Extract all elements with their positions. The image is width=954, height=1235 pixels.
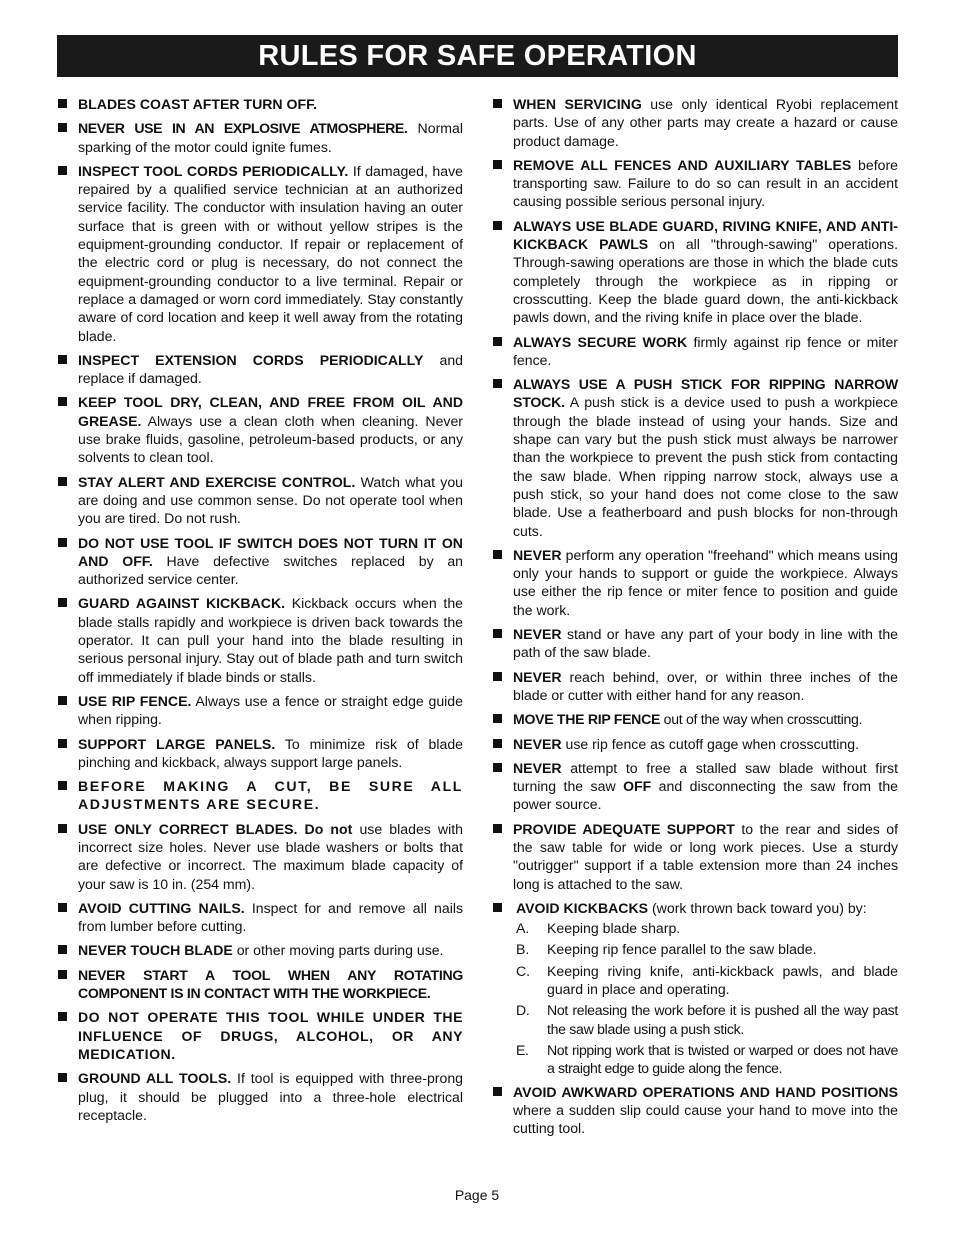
rule-text: attempt to free a stalled saw blade without first turning the saw [513,759,898,795]
rule-text: Normal sparking of the motor could ignite fumes. [78,120,463,155]
rule-heading: SUPPORT LARGE PANELS. [78,735,276,752]
rule-text: use only identical Ryobi replacement parts. Use of any other parts may create a hazard or cause product damage. [513,96,898,149]
kickback-subitem [492,1041,898,1078]
rule-text: use blades with incorrect size holes. Never use blade washers or bolts that are defective or incorrect. The maximum blade capacity of your saw is 10 in. (254 mm). [78,820,463,892]
rule-never-reach [492,668,898,705]
rule-heading: PROVIDE ADEQUATE SUPPORT [513,820,735,837]
kickback-subitem [492,1001,898,1038]
rule-use-rip-fence [57,692,463,729]
rule-heading: BEFORE MAKING A CUT, BE SURE ALL ADJUSTMENTS ARE SECURE. [78,778,463,813]
rule-avoid-kickbacks [492,899,898,917]
subitem-text: Keeping blade sharp. [547,920,681,937]
rule-blades-coast [57,95,463,113]
subitem-text: Keeping rip fence parallel to the saw blade. [547,941,817,958]
rule-switch [57,534,463,589]
right-column [492,95,898,1137]
rule-adequate-support [492,820,898,893]
rule-text: before transporting saw. Failure to do so can result in an accident causing possible serious personal injury. [513,156,899,210]
rule-heading: KEEP TOOL DRY, CLEAN, AND FREE FROM OIL AND GREASE. [78,394,463,429]
rule-heading: STAY ALERT AND EXERCISE CONTROL. [78,473,356,490]
rule-heading: DO NOT USE TOOL IF SWITCH DOES NOT TURN IT ON AND OFF. [78,534,463,569]
rule-heading: DO NOT OPERATE THIS TOOL WHILE UNDER THE INFLUENCE OF DRUGS, ALCOHOL, OR ANY MEDICATION. [78,1009,463,1062]
rule-text: (work thrown back toward you) by: [648,899,867,916]
subitem-letter: A. [516,920,530,937]
rule-text: out of the way when crosscutting. [660,711,863,728]
rule-stay-alert [57,473,463,528]
rule-guard-kickback [57,594,463,685]
rule-heading: AVOID AWKWARD OPERATIONS AND HAND POSITIONS [513,1083,898,1100]
rule-text: Always use a clean cloth when cleaning. Never use brake fluids, gasoline, petroleum-based products, or any solvents to clean tool. [78,412,463,466]
left-column [57,95,463,1124]
rule-heading: NEVER [513,546,562,563]
rule-text: Have defective switches replaced by an authorized service center. [78,552,463,588]
subitem-text: Not ripping work that is twisted or warped or does not have a straight edge to guide along the fence. [547,1041,898,1077]
rule-move-rip-fence [492,710,898,728]
rule-heading: USE ONLY CORRECT BLADES. Do not [78,820,353,837]
rule-heading: WHEN SERVICING [513,96,642,112]
rule-heading: NEVER [513,735,562,752]
rule-heading: ALWAYS SECURE WORK [513,333,688,350]
rule-never-freehand [492,546,898,619]
rule-heading: BLADES COAST AFTER TURN OFF. [78,96,318,112]
rule-inspect-tool-cords [57,162,463,345]
rule-text: and disconnecting the saw from the power source. [513,778,898,813]
rule-text: and replace if damaged. [78,351,463,387]
subitem-text: Not releasing the work before it is pushed all the way past the saw blade using a push stick. [547,1002,898,1037]
rule-heading: MOVE THE RIP FENCE [513,711,661,728]
rule-ground-tools [57,1069,463,1124]
rule-emphasis: OFF [623,778,652,795]
rule-heading: INSPECT TOOL CORDS PERIODICALLY. [78,162,349,179]
rule-heading: AVOID CUTTING NAILS. [78,899,245,916]
rule-text: to the rear and sides of the saw table for wide or long work pieces. Use a sturdy "outrigger" support if a table extension more than 24 inches long is attached to the saw. [513,820,898,892]
rule-heading: NEVER USE IN AN EXPLOSIVE ATMOSPHERE. [78,120,408,137]
rule-explosive-atmosphere [57,119,463,156]
rule-heading: NEVER [513,668,562,685]
page-title: RULES FOR SAFE OPERATION [57,35,898,77]
rule-heading: GROUND ALL TOOLS. [78,1070,232,1087]
rule-text: reach behind, over, or within three inches of the blade or cutter with either hand for any reason. [513,668,898,703]
rule-never-start-tool [57,966,463,1003]
rule-heading: GUARD AGAINST KICKBACK. [78,595,286,612]
rule-text: To minimize risk of blade pinching and kickback, always support large panels. [78,735,464,770]
rule-heading: AVOID KICKBACKS [516,899,649,916]
rule-heading: NEVER [513,759,562,776]
rule-text: perform any operation "freehand" which means using only your hands to support or guide the workpiece. Always use either the rip fence or miter fence to position and guide the work. [513,546,898,618]
rule-blade-guard [492,217,898,327]
kickback-subitem [492,962,898,999]
rule-text: A push stick is a device used to push a workpiece through the blade instead of using your hands. Size and shape can vary but the push stick must always be narrower than the workpiece to prevent the push stick from contacting the saw blade. When ripping narrow stock, always use a push stick, so your hand does not come close to the saw blade. Use a featherboard and push blocks for non-through cuts. [513,394,898,539]
rule-drugs-alcohol [57,1008,463,1063]
rule-text: or other moving parts during use. [232,942,444,959]
rule-text: where a sudden slip could cause your hand to move into the cutting tool. [513,1101,898,1137]
rule-correct-blades [57,820,463,893]
rule-remove-fences [492,156,898,211]
rule-support-panels [57,735,463,772]
subitem-letter: E. [516,1041,529,1058]
rule-text: use rip fence as cutoff gage when crosscutting. [561,735,860,752]
rule-text: If tool is equipped with three-prong plug, it should be plugged into a three-hole electrical receptacle. [78,1070,464,1123]
rule-never-stand-in-line [492,625,898,662]
kickback-subitem [492,919,898,937]
rule-heading: NEVER TOUCH BLADE [78,942,233,959]
subitem-letter: C. [516,962,531,979]
rule-text: firmly against rip fence or miter fence. [513,333,898,368]
rule-heading: INSPECT EXTENSION CORDS PERIODICALLY [78,351,424,368]
rule-text: Inspect for and remove all nails from lumber before cutting. [78,899,464,935]
rule-heading: REMOVE ALL FENCES AND AUXILIARY TABLES [513,156,852,173]
rule-inspect-extension-cords [57,351,463,388]
rule-never-touch-blade [57,941,463,959]
rule-text: on all "through-sawing" operations. Through-sawing operations are those in which the blade cuts completely through the workpiece as in ripping or crosscutting. Keep the blade guard down, the anti-kickback pawls down, and the riving knife in place over the blade. [513,236,898,326]
subitem-text: Keeping riving knife, anti-kickback pawls, and blade guard in place and operating. [547,962,898,998]
rule-heading: USE RIP FENCE. [78,692,192,709]
rule-never-cutoff-gage [492,735,898,753]
subitem-letter: D. [516,1002,530,1019]
rule-text: Watch what you are doing and use common sense. Do not operate tool when you are tired. Do not rush. [78,473,463,527]
page-number: Page 5 [454,1187,500,1203]
rule-stalled-blade [492,759,898,814]
rule-text: stand or have any part of your body in line with the path of the saw blade. [513,626,898,661]
rule-text: If damaged, have repaired by a qualified service technician at an authorized service facility. The conductor with insulation having an outer surface that is green with or without yellow stripes is the equipment-grounding conductor. If repair or replacement of the electric cord or plug is necessary, do not connect the equipment-grounding conductor to a live terminal. Repair or replace a damaged or worn cord immediately. Stay constantly aware of cord location and keep it well away from the rotating blade. [78,162,463,344]
rule-heading: NEVER START A TOOL WHEN ANY ROTATING COMPONENT IS IN CONTACT WITH THE WORKPIECE. [78,966,463,1002]
rule-text: Always use a fence or straight edge guide when ripping. [78,692,463,728]
rule-avoid-awkward [492,1083,898,1138]
rule-when-servicing [492,95,898,150]
rule-secure-work [492,333,898,370]
rule-text: Kickback occurs when the blade stalls rapidly and workpiece is driven back towards the operator. It can pull your hand into the blade resulting in serious personal injury. Stay out of blade path and turn switch off immediately if blade binds or stalls. [78,595,464,685]
kickback-subitem [492,940,898,958]
rule-heading: ALWAYS USE BLADE GUARD, RIVING KNIFE, AND ANTI-KICKBACK PAWLS [513,217,898,253]
rule-heading: ALWAYS USE A PUSH STICK FOR RIPPING NARROW STOCK. [513,376,898,411]
rule-adjustments-secure [57,777,463,814]
rule-avoid-nails [57,899,463,936]
rule-push-stick [492,375,898,540]
rule-heading: NEVER [513,626,562,643]
rule-keep-tool-dry [57,393,463,466]
subitem-letter: B. [516,941,530,958]
